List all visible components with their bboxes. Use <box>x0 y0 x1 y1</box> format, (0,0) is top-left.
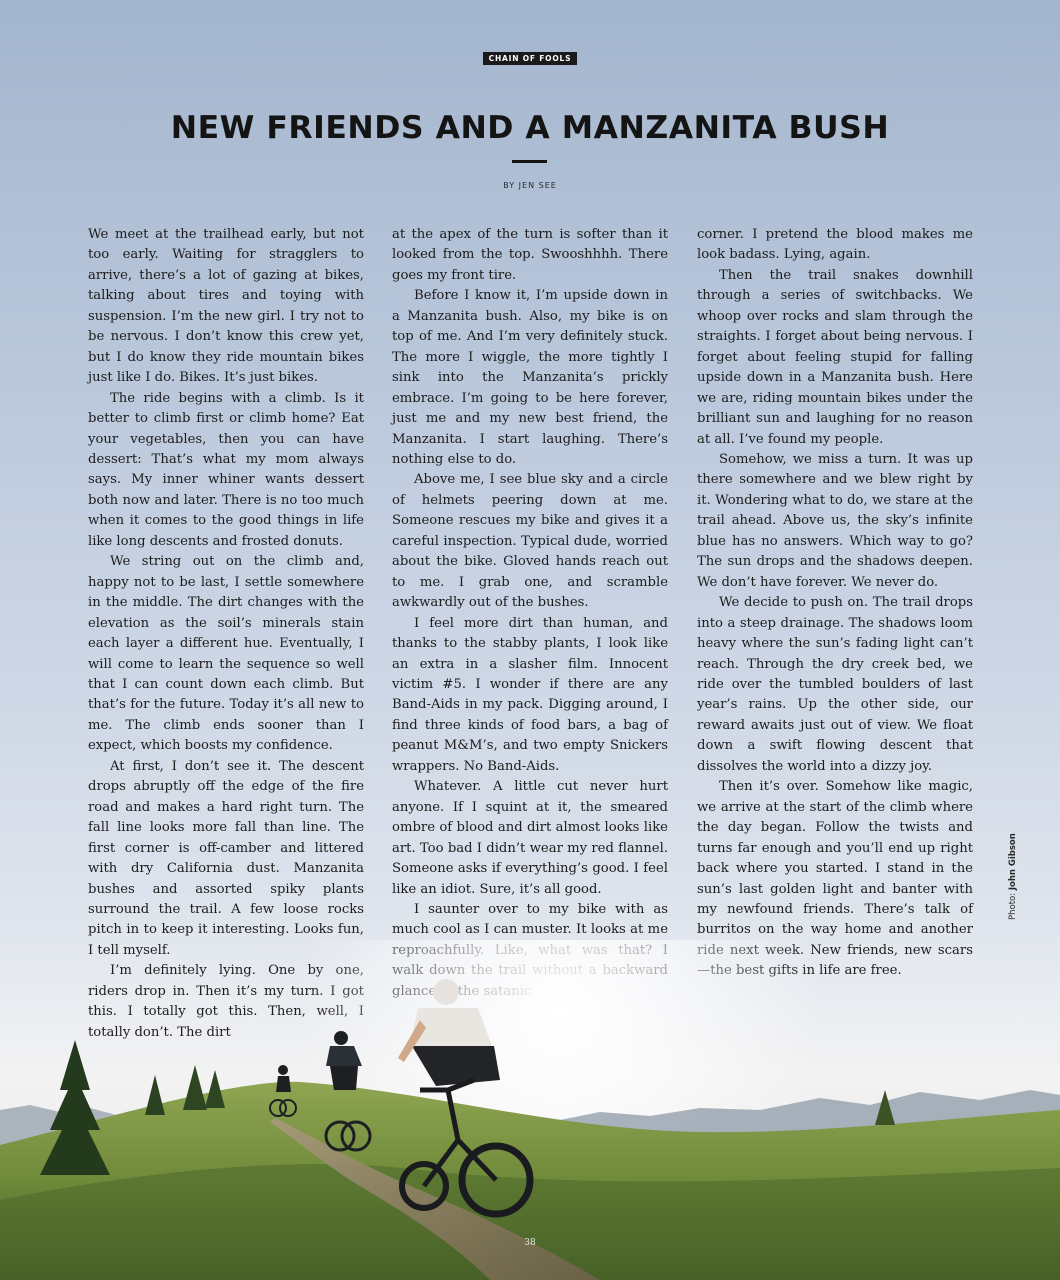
paragraph: Whatever. A little cut never hurt anyone. If I squint at it, the smeared ombre of blood and dirt almost looks like art. Too bad I didn’t wear my red flannel. Someone asks if everything’s good. I feel like an idiot. Sure, it’s all good. <box>392 779 668 897</box>
paragraph: at the apex of the turn is softer than it looked from the top. Swooshhhh. There goes my front tire. <box>392 227 668 283</box>
article-column-1 <box>88 225 364 1043</box>
paragraph: Above me, I see blue sky and a circle of helmets peering down at me. Someone rescues my bike and gives it a careful inspection. Typical dude, worried about the bike. Gloved hands reach out to me. I grab one, and scramble awkwardly out of the bushes. <box>392 472 668 611</box>
article-column-3 <box>697 225 973 982</box>
paragraph: I saunter over to my bike with as much cool as I can muster. It looks at me <box>392 901 668 938</box>
photo-credit-name: John Gibson <box>1008 833 1018 891</box>
paragraph: Then it’s over. Somehow like magic, we arrive at the start of the climb where the day began. Follow the twists and turns far enough and you’ll end up right back where you started. I stand in the sun’s last golden light and banter with my newfound friends. There’s talk of burritos on the way home and another <box>697 779 973 938</box>
photo-credit-label: Photo: <box>1008 892 1018 920</box>
paragraph: We string out on the climb and, happy not to be last, I settle somewhere in the middle. The dirt changes with the elevation as the soil’s minerals stain each layer a different hue. Eventually, I will come to learn the sequence so well that I can count down each climb. But that’s for the future. Today it’s all new to me. The climb ends sooner than I expect, which boosts my confidence. <box>88 554 364 754</box>
title-rule <box>512 160 547 163</box>
paragraph: Before I know it, I’m upside down in a Manzanita bush. Also, my bike is on top of me. And I’m very definitely stuck. The more I wiggle, the more tightly I sink into the Manzanita’s prickly embrace. I’m going to be here forever, just me and my new best friend, the Manzanita. I start laughing. There’s nothing else to do. <box>392 288 668 467</box>
page-number: 38 <box>524 1238 536 1248</box>
article-column-2 <box>392 225 668 1002</box>
paragraph: We meet at the trailhead early, but not too early. Waiting for stragglers to arrive, there’s a lot of gazing at bikes, talking about tires and toying with suspension. I’m the new girl. I try not to be nervous. I don’t know this crew yet, but I do know they ride mountain bikes just like I do. Bikes. It’s just bikes. <box>88 227 364 386</box>
paragraph: We decide to push on. The trail drops into a steep drainage. The shadows loom heavy where the sun’s fading light can’t reach. Through the dry creek bed, we ride over the tumbled boulders of last year’s rains. Up the other side, our reward awaits just out of view. We float down a swift flowing descent that dissolves the world into a dizzy joy. <box>697 595 973 774</box>
paragraph: Somehow, we miss a turn. It was up there somewhere and we blew right by it. Wondering what to do, we stare at the trail ahead. Above us, the sky’s infinite blue has no answers. Which way to go? The sun drops and the shadows deepen. We don’t have forever. We never do. <box>697 451 973 590</box>
paragraph: corner. I pretend the blood makes me look badass. Lying, again. <box>697 227 973 263</box>
byline: BY JEN SEE <box>503 181 557 190</box>
paragraph: Then the trail snakes downhill through a series of switchbacks. We whoop over rocks and slam through the straights. I forget about being nervous. I forget about feeling stupid for falling upside down in a Manzanita bush. Here we are, riding mountain bikes under the brilliant sun and laughing for no reason at all. I’ve found my people. <box>697 267 973 447</box>
paragraph: The ride begins with a climb. Is it better to climb first or climb home? Eat your vegetables, then you can have dessert: That’s what my mom always says. My inner whiner wants dessert both now and later. There is no too much when it comes to the good things in life like long descents and frosted donuts. <box>88 390 364 549</box>
mountain-bike-photo <box>0 940 1060 1280</box>
paragraph: At first, I don’t see it. The descent drops abruptly off the edge of the fire road and makes a hard right turn. The fall line looks more fall than line. The first corner is off-camber and littered with dry California dust. Manzanita bushes and assorted spiky plants surround the trail. A few loose rocks pitch in to keep it interesting. Looks fun, <box>88 758 364 938</box>
photo-credit <box>1008 833 1018 920</box>
section-tag: CHAIN OF FOOLS <box>483 52 577 65</box>
article-title: NEW FRIENDS AND A MANZANITA BUSH <box>170 110 890 146</box>
paragraph: I feel more dirt than human, and thanks to the stabby plants, I look like an extra in a slasher film. Innocent victim #5. I wonder if there are any Band-Aids in my pack. Digging around, I find three kinds of food bars, a bag of peanut M&M’s, and two empty Snickers wrappers. No Band-Aids. <box>392 615 668 774</box>
